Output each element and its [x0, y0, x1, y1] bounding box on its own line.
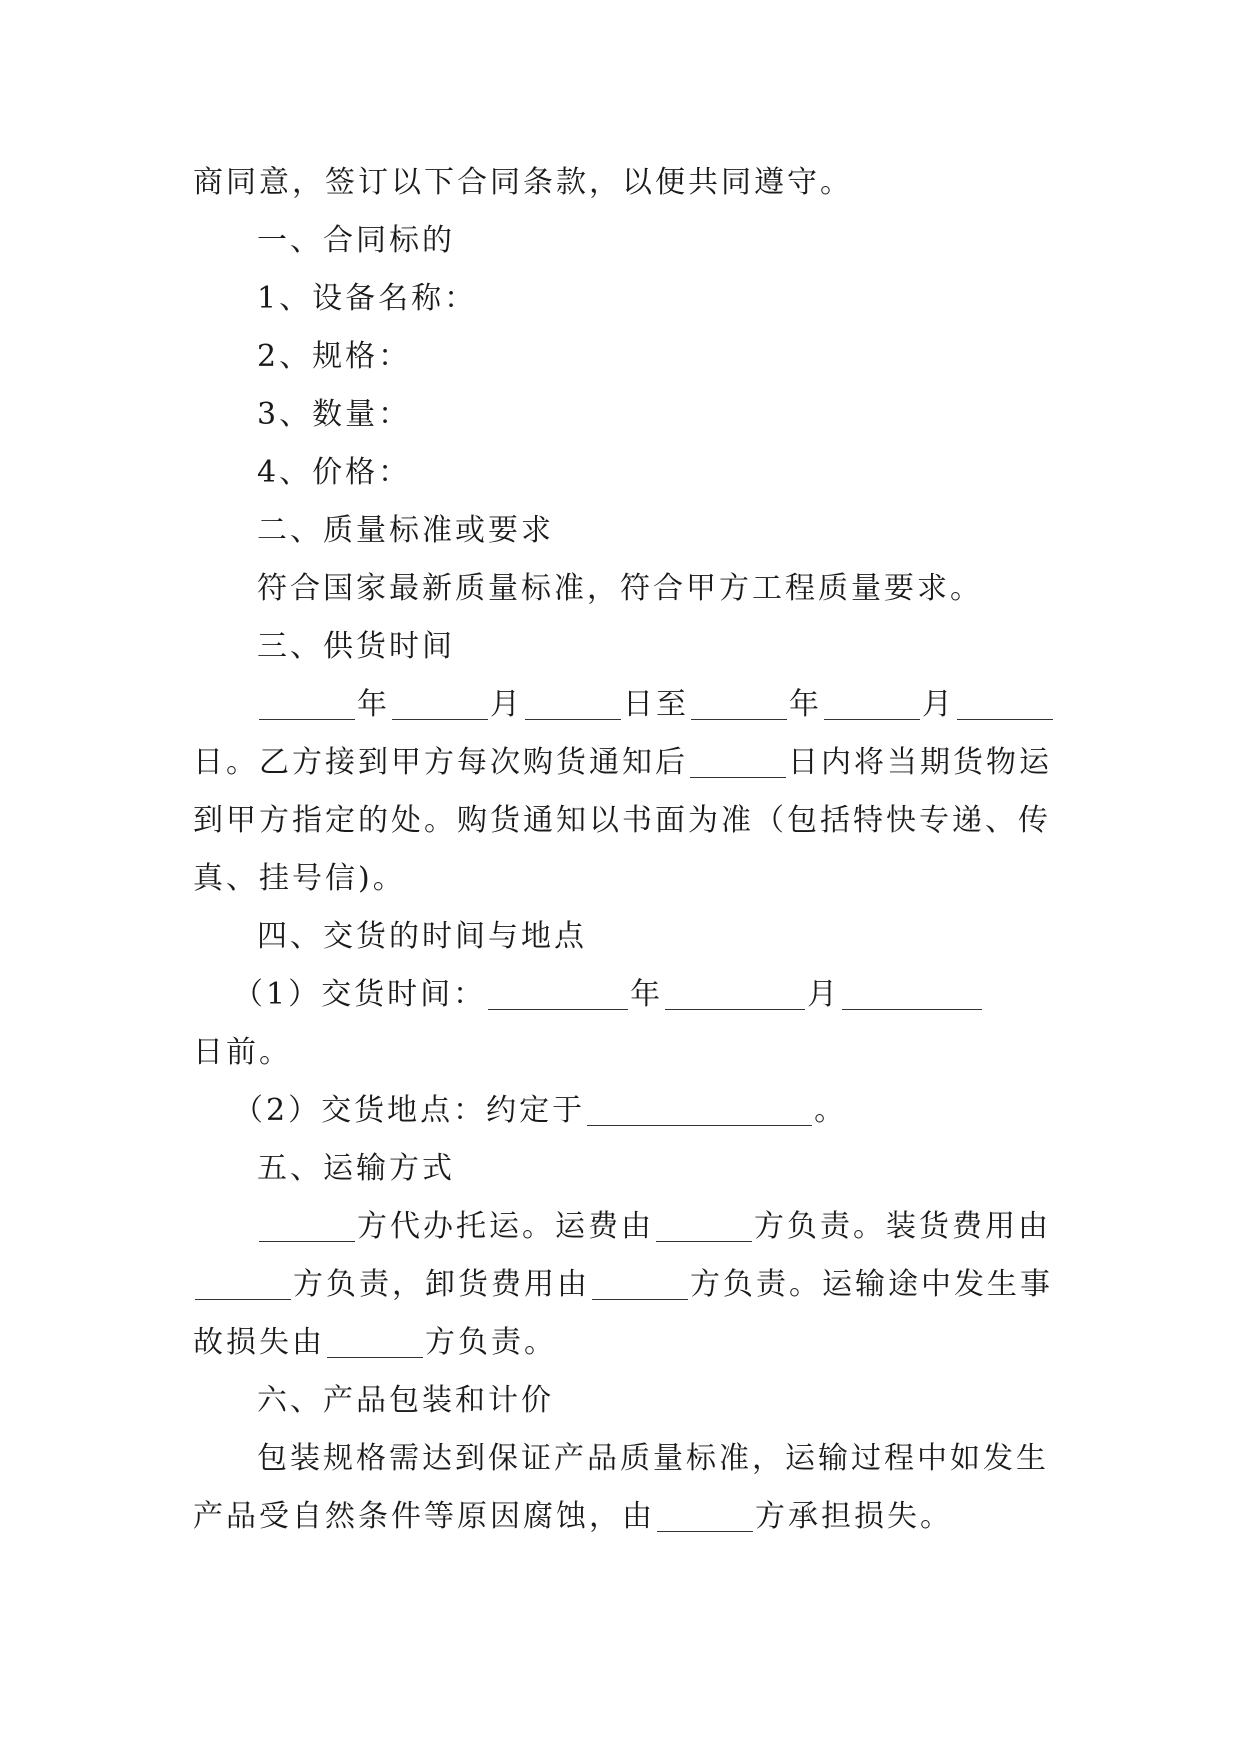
item-quantity: 3、数量： — [257, 397, 412, 432]
section-4-title: 四、交货的时间与地点 — [257, 919, 587, 954]
delivery-place-line: （2）交货地点：约定于 。 — [233, 1093, 848, 1128]
blank-field[interactable] — [488, 975, 628, 1010]
contract-body — [193, 154, 1053, 1546]
blank-field[interactable] — [824, 685, 920, 720]
blank-field[interactable] — [392, 685, 488, 720]
supply-notice-line: 日。乙方接到甲方每次购货通知后 日内将当期货物运 — [193, 745, 1052, 780]
blank-field[interactable] — [842, 975, 982, 1010]
blank-field[interactable] — [592, 1265, 688, 1300]
blank-field[interactable] — [259, 1207, 355, 1242]
blank-field[interactable] — [259, 685, 355, 720]
section-6-title: 六、产品包装和计价 — [257, 1383, 554, 1418]
supply-text-line: 真、挂号信)。 — [193, 861, 406, 896]
blank-field[interactable] — [195, 1265, 291, 1300]
transport-line-1: 方代办托运。运费由 方负责。装货费用由 — [193, 1198, 1053, 1256]
blank-field[interactable] — [525, 685, 621, 720]
delivery-time-line: （1）交货时间： 年 月 — [193, 966, 1053, 1024]
transport-line-3: 故损失由 方负责。 — [193, 1325, 557, 1360]
delivery-time-end: 日前。 — [193, 1035, 292, 1070]
blank-field[interactable] — [657, 1497, 753, 1532]
blank-field[interactable] — [587, 1091, 812, 1126]
item-spec: 2、规格： — [257, 339, 412, 374]
blank-field[interactable] — [691, 685, 787, 720]
blank-field[interactable] — [665, 975, 805, 1010]
blank-field[interactable] — [327, 1323, 423, 1358]
item-equipment-name: 1、设备名称： — [257, 281, 478, 316]
section-2-title: 二、质量标准或要求 — [257, 513, 554, 548]
supply-text-line: 到甲方指定的处。购货通知以书面为准（包括特快专递、传 — [193, 803, 1051, 838]
blank-field[interactable] — [656, 1207, 752, 1242]
packaging-line-1: 包装规格需达到保证产品质量标准，运输过程中如发生 — [257, 1441, 1049, 1476]
supply-date-line: 年 月 日至 年 月 — [193, 676, 1053, 734]
packaging-line-2: 产品受自然条件等原因腐蚀，由 方承担损失。 — [193, 1499, 953, 1534]
section-2-body: 符合国家最新质量标准，符合甲方工程质量要求。 — [257, 571, 983, 606]
intro-line: 商同意，签订以下合同条款，以便共同遵守。 — [193, 165, 853, 200]
item-price: 4、价格： — [257, 455, 412, 490]
section-1-title: 一、合同标的 — [257, 223, 455, 258]
transport-line-2: 方负责，卸货费用由 方负责。运输途中发生事 — [193, 1256, 1053, 1314]
section-3-title: 三、供货时间 — [257, 629, 455, 664]
blank-field[interactable] — [690, 743, 786, 778]
section-5-title: 五、运输方式 — [257, 1151, 455, 1186]
blank-field[interactable] — [957, 685, 1053, 720]
